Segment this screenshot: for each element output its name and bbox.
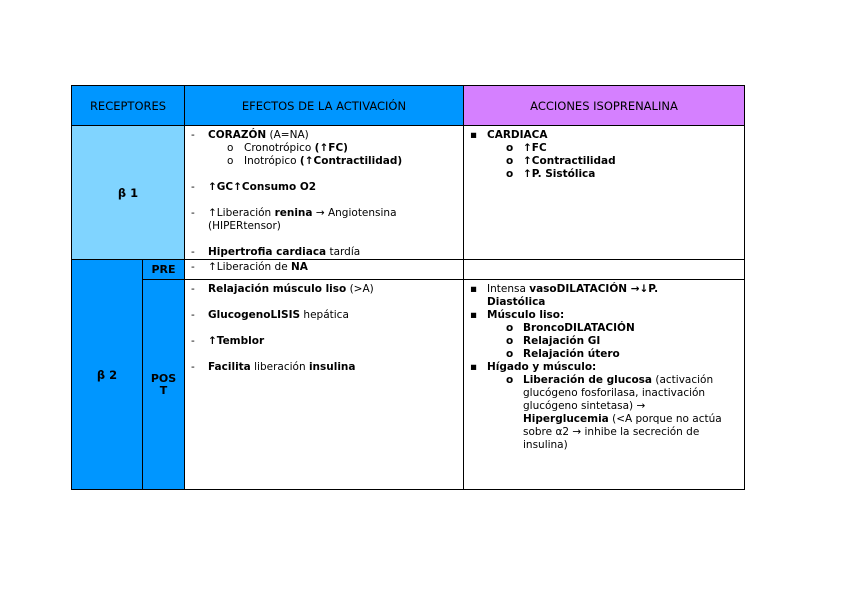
beta2-pre-acciones — [464, 260, 745, 280]
list-item: o ↑FC — [506, 142, 547, 154]
list-item: - Facilita liberación insulina — [191, 361, 356, 373]
list-item: o Relajación GI — [506, 335, 601, 347]
beta2-post-acciones — [464, 280, 745, 490]
list-item: o ↑Contractilidad — [506, 155, 616, 167]
beta2-post-efectos — [185, 280, 464, 490]
list-item: - CORAZÓN (A=NA) — [191, 129, 309, 141]
list-item: o Inotrópico (↑Contractilidad) — [227, 155, 403, 167]
receptors-table — [71, 85, 745, 490]
list-item-continuation: (HIPERtensor) — [208, 220, 281, 232]
beta2-pre-row — [72, 260, 745, 280]
pre-label: PRE — [143, 260, 185, 280]
list-item-continuation: insulina) — [523, 439, 568, 451]
list-item: - Relajación músculo liso (>A) — [191, 283, 374, 295]
list-item-continuation: Diastólica — [487, 296, 546, 308]
beta1-acciones — [464, 126, 745, 260]
header-row — [72, 86, 745, 126]
beta1-efectos — [185, 126, 464, 260]
list-item: - ↑GC↑Consumo O2 — [191, 181, 317, 193]
list-item: o Relajación útero — [506, 348, 620, 360]
beta1-row — [72, 126, 745, 260]
header-acciones: ACCIONES ISOPRENALINA — [464, 86, 745, 126]
list-item: - ↑Temblor — [191, 335, 265, 347]
list-item: o Liberación de glucosa (activación — [506, 374, 714, 386]
list-item: ▪ Intensa vasoDILATACIÓN →↓P. — [470, 283, 659, 295]
list-item: - GlucogenoLISIS hepática — [191, 309, 349, 321]
list-item: ▪ CARDIACA — [470, 129, 548, 141]
list-item-continuation: sobre α2 → inhibe la secreción de — [523, 426, 700, 438]
beta2-label: β 2 — [72, 260, 143, 490]
list-item: ▪ Músculo liso: — [470, 309, 565, 321]
list-item: o BroncoDILATACIÓN — [506, 322, 635, 334]
post-label: POS T — [143, 280, 185, 490]
list-item: - ↑Liberación renina → Angiotensina — [191, 207, 397, 219]
list-item: - Hipertrofia cardiaca tardía — [191, 246, 361, 258]
beta2-post-row — [72, 280, 745, 490]
list-item: - ↑Liberación de NA — [191, 261, 308, 273]
beta2-pre-efectos — [185, 260, 464, 280]
beta1-label: β 1 — [72, 126, 185, 260]
list-item-continuation: Hiperglucemia (<A porque no actúa — [523, 413, 722, 425]
list-item: o Cronotrópico (↑FC) — [227, 142, 348, 154]
header-receptores: RECEPTORES — [72, 86, 185, 126]
list-item: ▪ Hígado y músculo: — [470, 361, 597, 373]
list-item-continuation: glucógeno fosforilasa, inactivación — [523, 387, 706, 399]
list-item: o ↑P. Sistólica — [506, 168, 596, 180]
list-item-continuation: glucógeno sintetasa) → — [523, 400, 646, 412]
header-efectos: EFECTOS DE LA ACTIVACIÓN — [185, 86, 464, 126]
